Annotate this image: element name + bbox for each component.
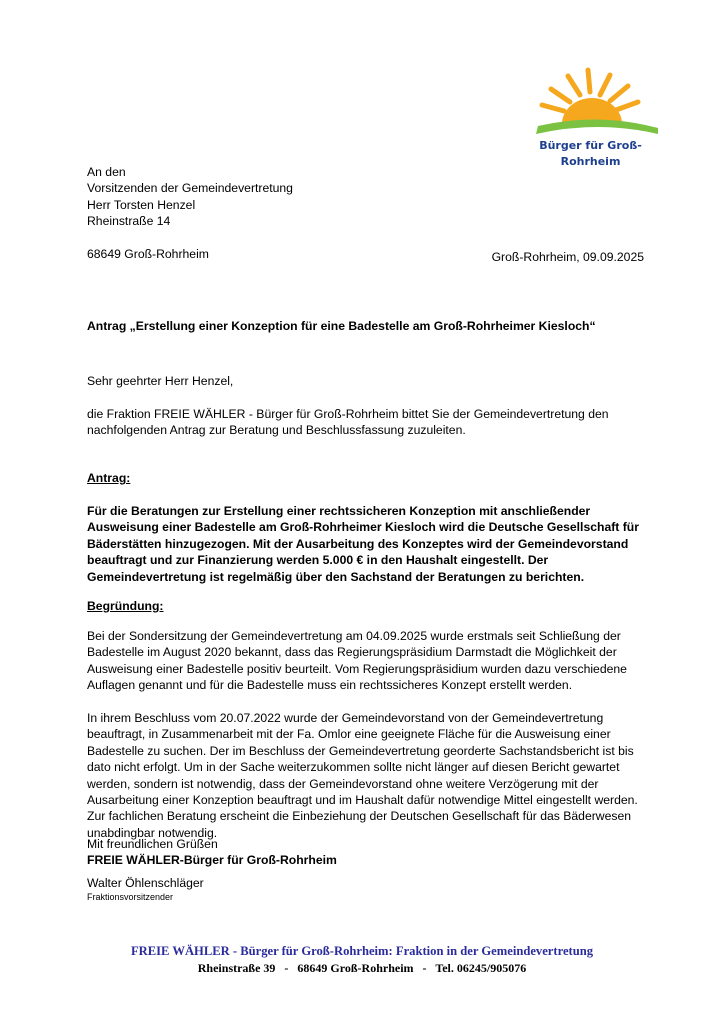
antrag-text: Für die Beratungen zur Erstellung einer rechtssicheren Konzeption mit anschließender Ausweisung einer Badestelle am Groß-Rohrheimer Kiesloch wird die Deutsche Gesellschaft für Bäderstätten hinzugezogen. Mit der Ausarbeitung des Konzeptes wird der Gemeindevorstand beauftragt und zur Finanzierung werden 5.000 € in den Haushalt eingestellt. Der Gemeindevertretung ist regelmäßig über den Sachstand der Beratungen zu berichten. [87, 504, 639, 584]
recipient-address [87, 164, 293, 262]
closing-party: FREIE WÄHLER-Bürger für Groß-Rohrheim [87, 853, 337, 867]
begruendung-paragraph-1: Bei der Sondersitzung der Gemeindevertretung am 04.09.2025 wurde erstmals seit Schließung der Badestelle im August 2020 bekannt, dass das Regierungspräsidium Darmstadt die Möglichkeit der Ausweisung einer Badestelle positiv beurteilt. Vom Regierungspräsidium wurden dazu verschiedene Auflagen genannt und für die Badestelle muss ein rechtssicheres Konzept erstellt werden. [87, 629, 627, 693]
recipient-line: An den [87, 165, 126, 179]
sun-icon [518, 62, 663, 142]
letter-date: Groß-Rohrheim, 09.09.2025 [491, 250, 644, 264]
antrag-heading: Antrag: [87, 471, 131, 485]
logo-text: Bürger für Groß-Rohrheim [539, 139, 642, 169]
party-logo [518, 62, 663, 169]
signer-role: Fraktionsvorsitzender [87, 892, 174, 903]
subject-line: Antrag „Erstellung einer Konzeption für eine Badestelle am Groß-Rohrheimer Kiesloch“ [87, 319, 596, 333]
recipient-line: Vorsitzenden der Gemeindevertretung [87, 181, 293, 196]
signer-name: Walter Öhlenschläger [87, 876, 204, 890]
recipient-line: Rheinstraße 14 [87, 214, 171, 229]
signer [87, 875, 204, 903]
intro-paragraph: die Fraktion FREIE WÄHLER - Bürger für Groß-Rohrheim bittet Sie der Gemeindevertretung den nachfolgenden Antrag zur Beratung und Beschlussfassung zuzuleiten. [87, 407, 609, 438]
begruendung-heading: Begründung: [87, 599, 164, 613]
recipient-line: 68649 Groß-Rohrheim [87, 247, 209, 262]
closing-greeting: Mit freundlichen Grüßen [87, 837, 218, 851]
begruendung-paragraph-2: In ihrem Beschluss vom 20.07.2022 wurde der Gemeindevorstand von der Gemeindevertretung beauftragt, in Zusammenarbeit mit der Fa. Omlor eine geeignete Fläche für die Ausweisung einer Badestelle zu suchen. Der im Beschluss der Gemeindevertretung georderte Sachstandsbericht ist bis dato nicht erfolgt. Um in der Sache weiterzukommen sollte nicht länger auf diesen Bericht gewartet werden, sondern ist notwendig, dass der Gemeindevorstand ohne weitere Verzögerung mit der Ausarbeitung einer Konzeption beauftragt und im Haushalt dafür notwendige Mittel eingestellt werden. Zur fachlichen Beratung erscheint die Einbeziehung der Deutschen Gesellschaft für das Bäderwesen unabdingbar notwendig. [87, 711, 638, 840]
footer-line-1: FREIE WÄHLER - Bürger für Groß-Rohrheim: Fraktion in der Gemeindevertretung [130, 944, 594, 958]
footer-line-2: Rheinstraße 39 - 68649 Groß-Rohrheim - Tel. 06245/905076 [197, 961, 527, 975]
recipient-line: Herr Torsten Henzel [87, 197, 196, 212]
salutation: Sehr geehrter Herr Henzel, [87, 374, 234, 388]
